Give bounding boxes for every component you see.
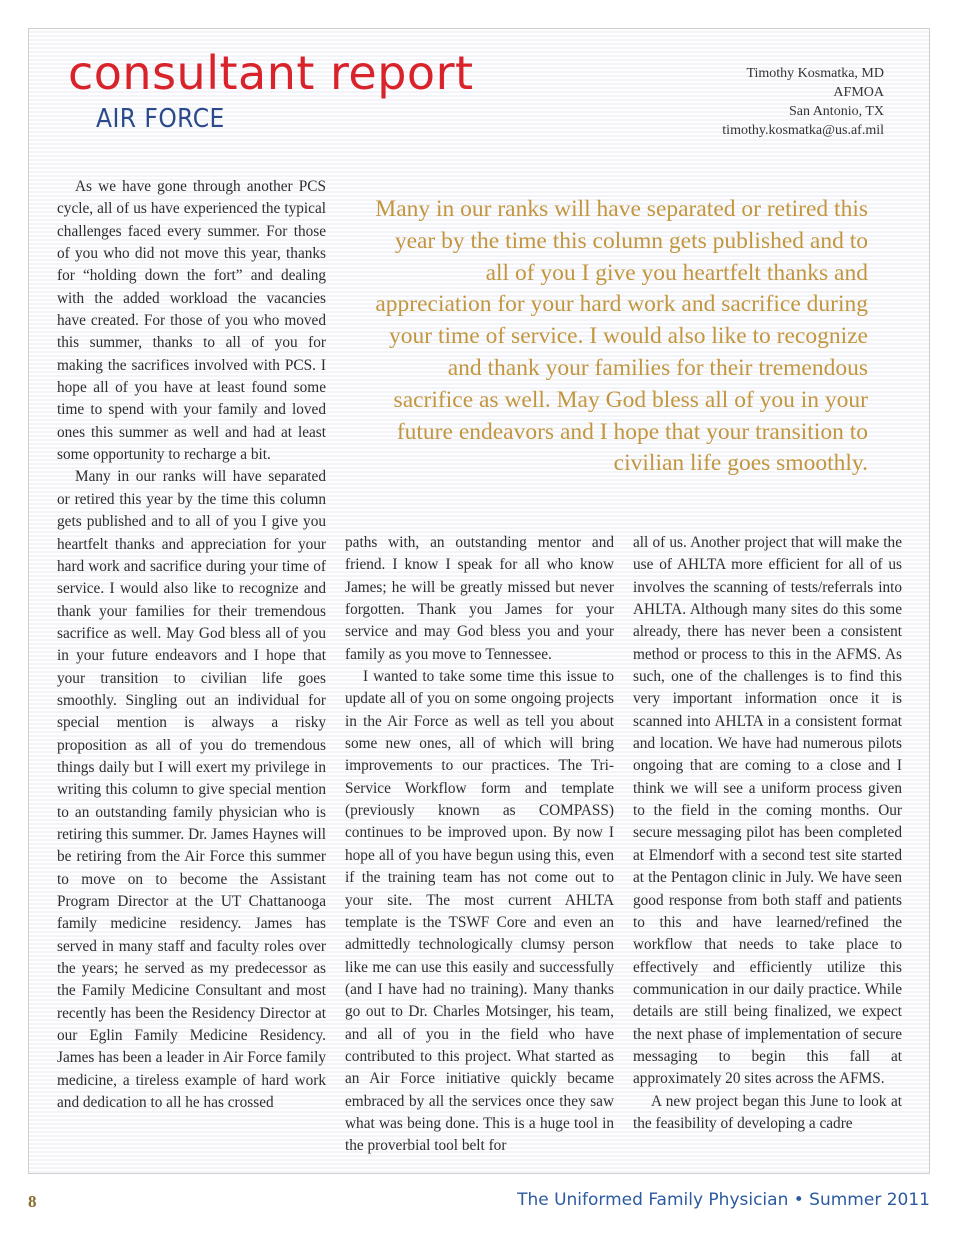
article-paragraph: Many in our ranks will have separated or retired this year by the time this column gets published and to all of you I give you heartfelt thanks and appreciation for your hard work and sacrifice during your time of service. I would also like to recognize and thank your families for their tremendous sacrifice as well. May God bless all of you in your future endeavors and I hope that your transition to civilian life goes smoothly. Singling out an individual for special mention is always a risky proposition as all of you do tremendous things daily but I will exert my privilege in writing this column to give special mention to an outstanding family physician who is retiring this summer. Dr. James Haynes will be retiring from the Air Force this summer to move on to become the Assistant Program Director at the UT Chattanooga family medicine residency. James has served in many staff and faculty roles over the years; he served as my predecessor as the Family Medicine Consultant and most recently has been the Residency Director at our Eglin Family Medicine Residency. James has been a leader in Air Force family medicine, a tireless example of hard work and dedication to all he has crossed: [57, 468, 326, 1112]
section-subtitle: AIR FORCE: [96, 104, 225, 134]
publication-footer: The Uniformed Family Physician • Summer 2011: [517, 1190, 930, 1210]
article-column-1: [57, 176, 326, 1114]
author-location: San Antonio, TX: [788, 104, 884, 119]
article-paragraph-continued: all of us. Another project that will make the use of AHLTA more efficient for all of us involves the scanning of tests/referrals into AHLTA. Although many sites do this some already, there has never been a consistent method or process to this in the AFMS. As such, one of the challenges is to find this very important information once it is scanned into AHLTA in a consistent format and location. We have had numerous pilots ongoing that are coming to a close and I think we will see a uniform process given to the field in the coming months. Our secure messaging pilot has been completed at Elmendorf with a second test site started at the Pentagon clinic in July. We have seen good response from both staff and patients to this and have learned/refined the workflow that needs to take place to effectively and efficiently utilize this communication in our daily practice. While details are still being finalized, we expect the next phase of implementation of secure messaging to begin this fall at approximately 20 sites across the AFMS.: [633, 534, 902, 1088]
author-block: [722, 64, 884, 140]
article-paragraph: I wanted to take some time this issue to update all of you on some ongoing projects in the Air Force as well as tell you about some new ones, all of which will bring improvements to our practices. The Tri-Service Workflow form and template (previously known as COMPASS) continues to be improved upon. By now I hope all of you have begun using this, even if the training team has not come out to your site. The most current AHLTA template is the TSWF Core and even an admittedly technologically clumsy person like me can use this easily and successfully (and I have had no training). Many thanks go out to Dr. Charles Motsinger, his team, and all of you in the field who have contributed to this project. What started as an Air Force initiative quickly became embraced by all the services once they saw what was being done. This is a huge tool in the proverbial tool belt for: [345, 668, 614, 1155]
article-paragraph-continued: paths with, an outstanding mentor and friend. I know I speak for all who know James; he will be greatly missed but never forgotten. Thank you James for your service and may God bless you and your family as you move to Tennessee.: [345, 534, 614, 663]
author-organization: AFMOA: [833, 85, 884, 100]
pull-quote: Many in our ranks will have separated or retired this year by the time this column gets published and to all of you I give you heartfelt thanks and appreciation for your hard work and sacrifice during your time of service. I would also like to recognize and thank your families for their tremendous sacrifice as well. May God bless all of you in your future endeavors and I hope that your transition to civilian life goes smoothly.: [375, 196, 868, 477]
article-column-2: [345, 532, 614, 1158]
article-column-3: [633, 532, 902, 1135]
article-paragraph: As we have gone through another PCS cycle, all of us have experienced the typical challenges faced every summer. For those of you who did not move this year, thanks for “holding down the fort” and dealing with the added workload the vacancies have created. For those of you who moved this summer, thanks to all of you for making the sacrifices involved with PCS. I hope all of you have at least found some time to spend with your family and loved ones this summer as well and had at least some opportunity to recharge a bit.: [57, 178, 326, 464]
author-name: Timothy Kosmatka, MD: [746, 66, 884, 81]
author-email[interactable]: timothy.kosmatka@us.af.mil: [722, 123, 884, 138]
article-paragraph: A new project began this June to look at the feasibility of developing a cadre: [633, 1092, 902, 1132]
page-number: 8: [28, 1192, 37, 1211]
page-title: consultant report: [68, 46, 474, 100]
